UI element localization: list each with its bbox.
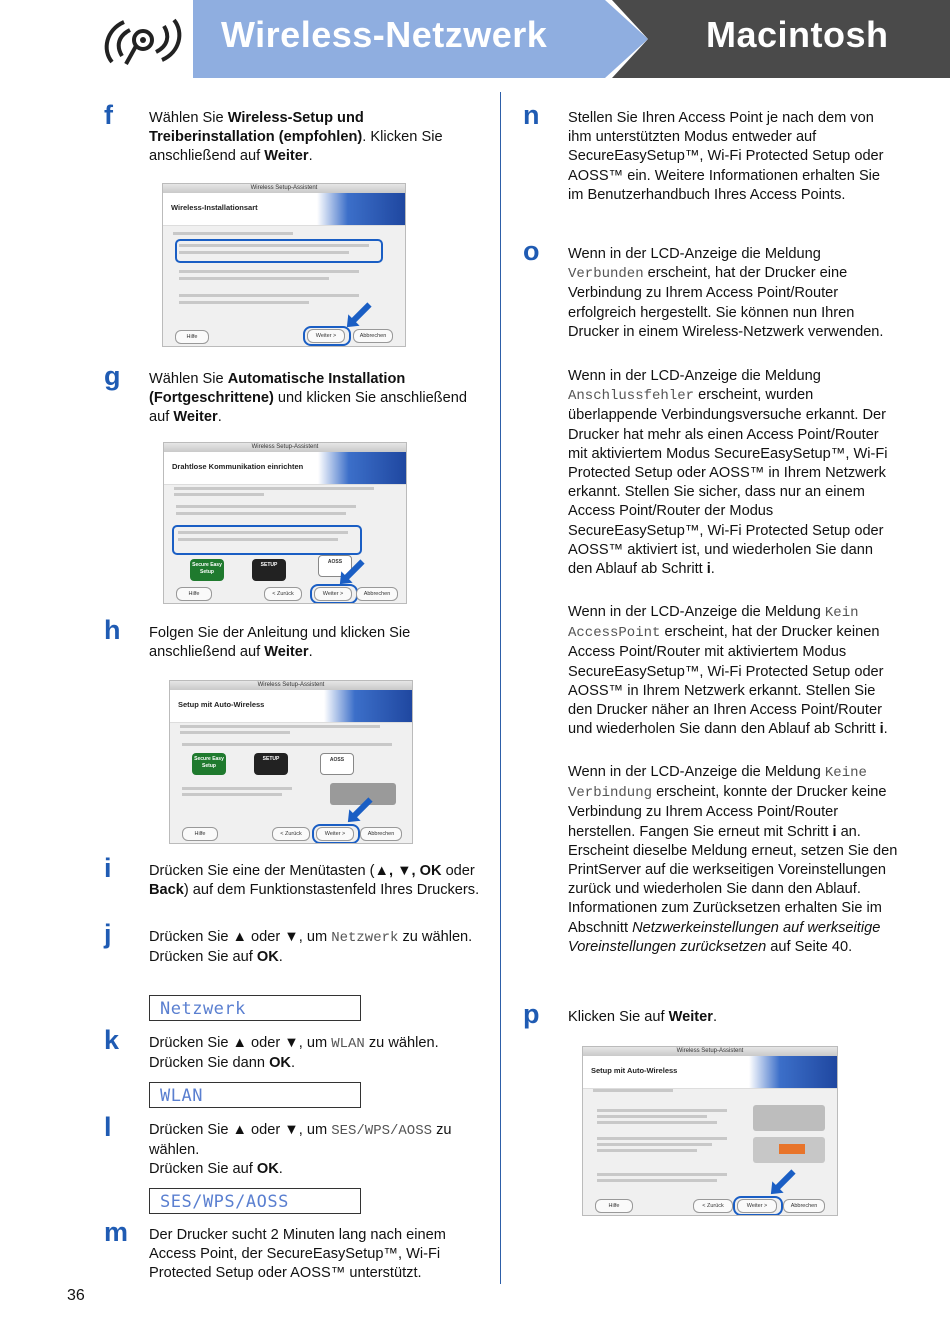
step-letter-g: g bbox=[104, 361, 121, 391]
back-button[interactable]: < Zurück bbox=[693, 1199, 733, 1213]
screenshot-auto-wireless-steps bbox=[582, 1046, 838, 1216]
step-letter-j: j bbox=[104, 919, 112, 949]
step-o-paragraph-2: Wenn in der LCD-Anzeige die Meldung Anschlussfehler erscheint, wurden überlappende Verbindungsversuche erkannt. Der Drucker hat mehr als einen Access Point/Router mit aktiviertem Modus SecureEasySetup™, Wi-Fi Protected Setup oder AOSS™ in Ihrem Netzwerk erkannt. Stellen Sie sicher, dass nur an einem Access Point/Router der Modus SecureEasySetup™, Wi-Fi Protected Setup oder AOSS™ aktiviert ist, und wiederholen Sie dann den Ablauf ab Schritt i. bbox=[568, 368, 888, 578]
arrow-icon bbox=[774, 1169, 795, 1190]
cancel-button[interactable]: Abbrechen bbox=[783, 1199, 825, 1213]
column-divider bbox=[500, 92, 501, 1284]
next-button[interactable]: Weiter > bbox=[314, 587, 352, 601]
help-button[interactable]: Hilfe bbox=[182, 827, 218, 841]
step-letter-n: n bbox=[523, 100, 540, 130]
step-letter-m: m bbox=[104, 1217, 129, 1247]
aoss-badge: AOSS bbox=[320, 753, 354, 775]
step-m-text: Der Drucker sucht 2 Minuten lang nach einem Access Point, der SecureEasySetup™, Wi-Fi Protected Setup oder AOSS™ unterstützt. bbox=[149, 1227, 446, 1282]
step-o-paragraph-3: Wenn in der LCD-Anzeige die Meldung Kein AccessPoint erscheint, hat der Drucker keinen Access Point/Router mit aktiviertem Modus SecureEasySetup™, Wi-Fi Protected Setup oder AOSS™ in Ihrem Netzwerk erkannt. Stellen Sie den Drucker näher an Ihren Access Point/Router und wiederholen Sie dann den Ablauf ab Schritt i. bbox=[568, 604, 888, 738]
secure-easy-setup-badge: Secure Easy Setup bbox=[190, 559, 224, 581]
step-letter-i: i bbox=[104, 853, 112, 883]
step-letter-k: k bbox=[104, 1025, 120, 1055]
help-button[interactable]: Hilfe bbox=[595, 1199, 633, 1213]
screenshot-wireless-communication bbox=[163, 442, 407, 604]
window-title: Wireless Setup-Assistent bbox=[583, 1047, 837, 1056]
step-letter-p: p bbox=[523, 999, 540, 1029]
step-o-paragraph-1: Wenn in der LCD-Anzeige die Meldung Verbunden erscheint, hat der Drucker eine Verbindung zu Ihrem Access Point/Router erfolgreich hergestellt. Sie können nun Ihren Drucker in einem Wireless-Netzwerk verwenden. bbox=[568, 246, 884, 340]
dialog-heading: Wireless-Installationsart bbox=[171, 203, 258, 212]
step-g-text: Wählen Sie Automatische Installation (Fortgeschrittene) und klicken Sie anschließend auf Weiter. bbox=[149, 371, 467, 426]
step-i-text: Drücken Sie eine der Menütasten (▲, ▼, OK oder Back) auf dem Funktionstastenfeld Ihres Druckers. bbox=[149, 863, 480, 899]
header-title: Wireless-Netzwerk bbox=[221, 14, 548, 55]
lcd-display-wlan: WLAN bbox=[149, 1082, 361, 1108]
back-button[interactable]: < Zurück bbox=[264, 587, 302, 601]
next-button[interactable]: Weiter > bbox=[737, 1199, 777, 1213]
window-title: Wireless Setup-Assistent bbox=[164, 443, 406, 452]
aoss-badge: AOSS bbox=[318, 555, 352, 577]
help-button[interactable]: Hilfe bbox=[176, 587, 212, 601]
cancel-button[interactable]: Abbrechen bbox=[356, 587, 398, 601]
window-title: Wireless Setup-Assistent bbox=[170, 681, 412, 690]
step-o-paragraph-4: Wenn in der LCD-Anzeige die Meldung Keine Verbindung erscheint, konnte der Drucker keine Verbindung zu Ihrem Access Point/Router herstellen. Fangen Sie erneut mit Schritt i an. Erscheint dieselbe Meldung erneut, setzen Sie den PrintServer auf die werkseitigen Voreinstellungen zurück und wiederholen Sie dann den Ablauf. Informationen zum Zurücksetzen erhalten Sie im Abschnitt Netzwerkeinstellungen auf werkseitige Voreinstellungen zurücksetzen auf Seite 40. bbox=[568, 764, 898, 955]
next-button[interactable]: Weiter > bbox=[316, 827, 354, 841]
lcd-display-netzwerk: Netzwerk bbox=[149, 995, 361, 1021]
secure-easy-setup-badge: Secure Easy Setup bbox=[192, 753, 226, 775]
step-l-text: Drücken Sie ▲ oder ▼, um SES/WPS/AOSS zu wählen. Drücken Sie auf OK. bbox=[149, 1122, 452, 1178]
dialog-heading: Setup mit Auto-Wireless bbox=[591, 1066, 678, 1075]
screenshot-installation-type bbox=[162, 183, 406, 347]
window-title: Wireless Setup-Assistent bbox=[163, 184, 405, 193]
arrow-icon bbox=[350, 302, 371, 323]
screenshot-auto-wireless bbox=[169, 680, 413, 844]
step-letter-f: f bbox=[104, 100, 113, 130]
printer-image bbox=[753, 1105, 825, 1131]
step-p-text: Klicken Sie auf Weiter. bbox=[568, 1009, 717, 1025]
dialog-heading: Drahtlose Kommunikation einrichten bbox=[172, 462, 304, 471]
step-f-text: Wählen Sie Wireless-Setup und Treiberinstallation (empfohlen). Klicken Sie anschließend auf Weiter. bbox=[149, 110, 443, 165]
step-j-text: Drücken Sie ▲ oder ▼, um Netzwerk zu wählen. Drücken Sie auf OK. bbox=[149, 929, 473, 966]
page-number: 36 bbox=[67, 1287, 85, 1304]
orange-arrow-icon bbox=[779, 1144, 805, 1154]
wps-setup-badge: SETUP bbox=[252, 559, 286, 581]
step-letter-h: h bbox=[104, 615, 121, 645]
wps-setup-badge: SETUP bbox=[254, 753, 288, 775]
header-platform: Macintosh bbox=[706, 14, 889, 55]
step-n-text: Stellen Sie Ihren Access Point je nach dem von ihm unterstützten Modus entweder auf SecureEasySetup™, Wi-Fi Protected Setup oder AOSS™ ein. Weitere Informationen erhalten Sie im Benutzerhandbuch Ihres Access Points. bbox=[568, 110, 884, 203]
cancel-button[interactable]: Abbrechen bbox=[360, 827, 402, 841]
wireless-icon bbox=[100, 12, 186, 70]
help-button[interactable]: Hilfe bbox=[175, 330, 209, 344]
next-button[interactable]: Weiter > bbox=[307, 329, 345, 343]
back-button[interactable]: < Zurück bbox=[272, 827, 310, 841]
step-h-text: Folgen Sie der Anleitung und klicken Sie anschließend auf Weiter. bbox=[149, 625, 411, 661]
step-k-text: Drücken Sie ▲ oder ▼, um WLAN zu wählen. Drücken Sie dann OK. bbox=[149, 1035, 439, 1072]
lcd-display-ses-wps-aoss: SES/WPS/AOSS bbox=[149, 1188, 361, 1214]
cancel-button[interactable]: Abbrechen bbox=[353, 329, 393, 343]
step-letter-o: o bbox=[523, 236, 540, 266]
dialog-heading: Setup mit Auto-Wireless bbox=[178, 700, 265, 709]
step-letter-l: l bbox=[104, 1112, 112, 1142]
